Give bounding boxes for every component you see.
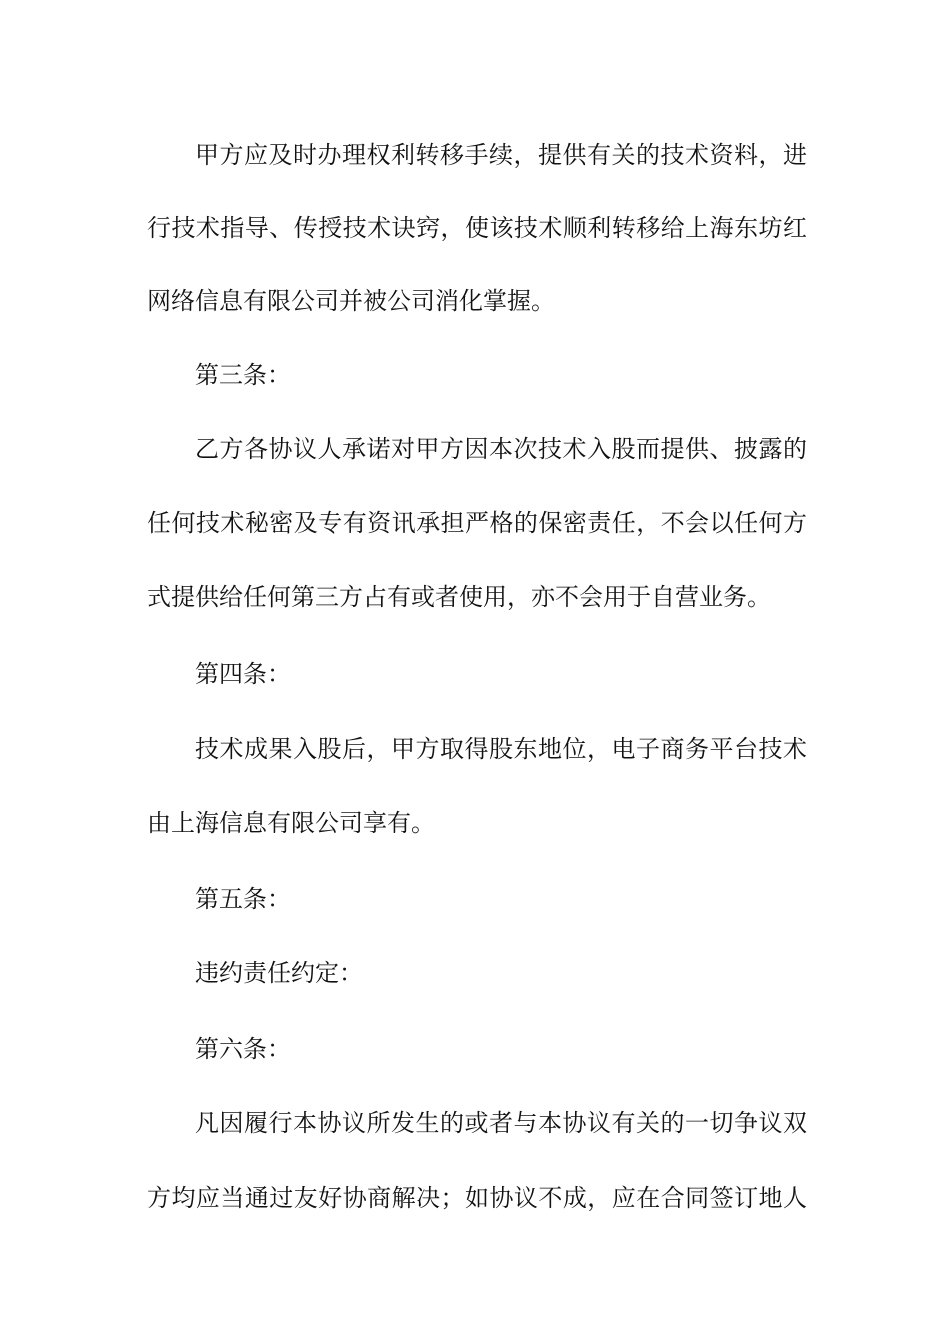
article-heading: 第六条：: [195, 1035, 291, 1063]
paragraph-line: 方均应当通过友好协商解决；如协议不成，应在合同签订地人: [147, 1184, 807, 1212]
paragraph-line: 违约责任约定：: [195, 959, 363, 987]
paragraph-line: 技术成果入股后，甲方取得股东地位，电子商务平台技术: [195, 735, 807, 763]
paragraph-line: 由上海信息有限公司享有。: [147, 809, 435, 837]
article-heading: 第四条：: [195, 660, 291, 688]
paragraph-line: 凡因履行本协议所发生的或者与本协议有关的一切争议双: [195, 1109, 807, 1137]
paragraph-line: 网络信息有限公司并被公司消化掌握。: [147, 287, 555, 315]
paragraph-line: 任何技术秘密及专有资讯承担严格的保密责任，不会以任何方: [147, 509, 807, 537]
paragraph-line: 式提供给任何第三方占有或者使用，亦不会用于自营业务。: [147, 583, 771, 611]
article-heading: 第三条：: [195, 361, 291, 389]
paragraph-line: 乙方各协议人承诺对甲方因本次技术入股而提供、披露的: [195, 435, 807, 463]
article-heading: 第五条：: [195, 885, 291, 913]
paragraph-line: 甲方应及时办理权利转移手续，提供有关的技术资料，进: [195, 141, 807, 169]
paragraph-line: 行技术指导、传授技术诀窍，使该技术顺利转移给上海东坊红: [147, 214, 807, 242]
